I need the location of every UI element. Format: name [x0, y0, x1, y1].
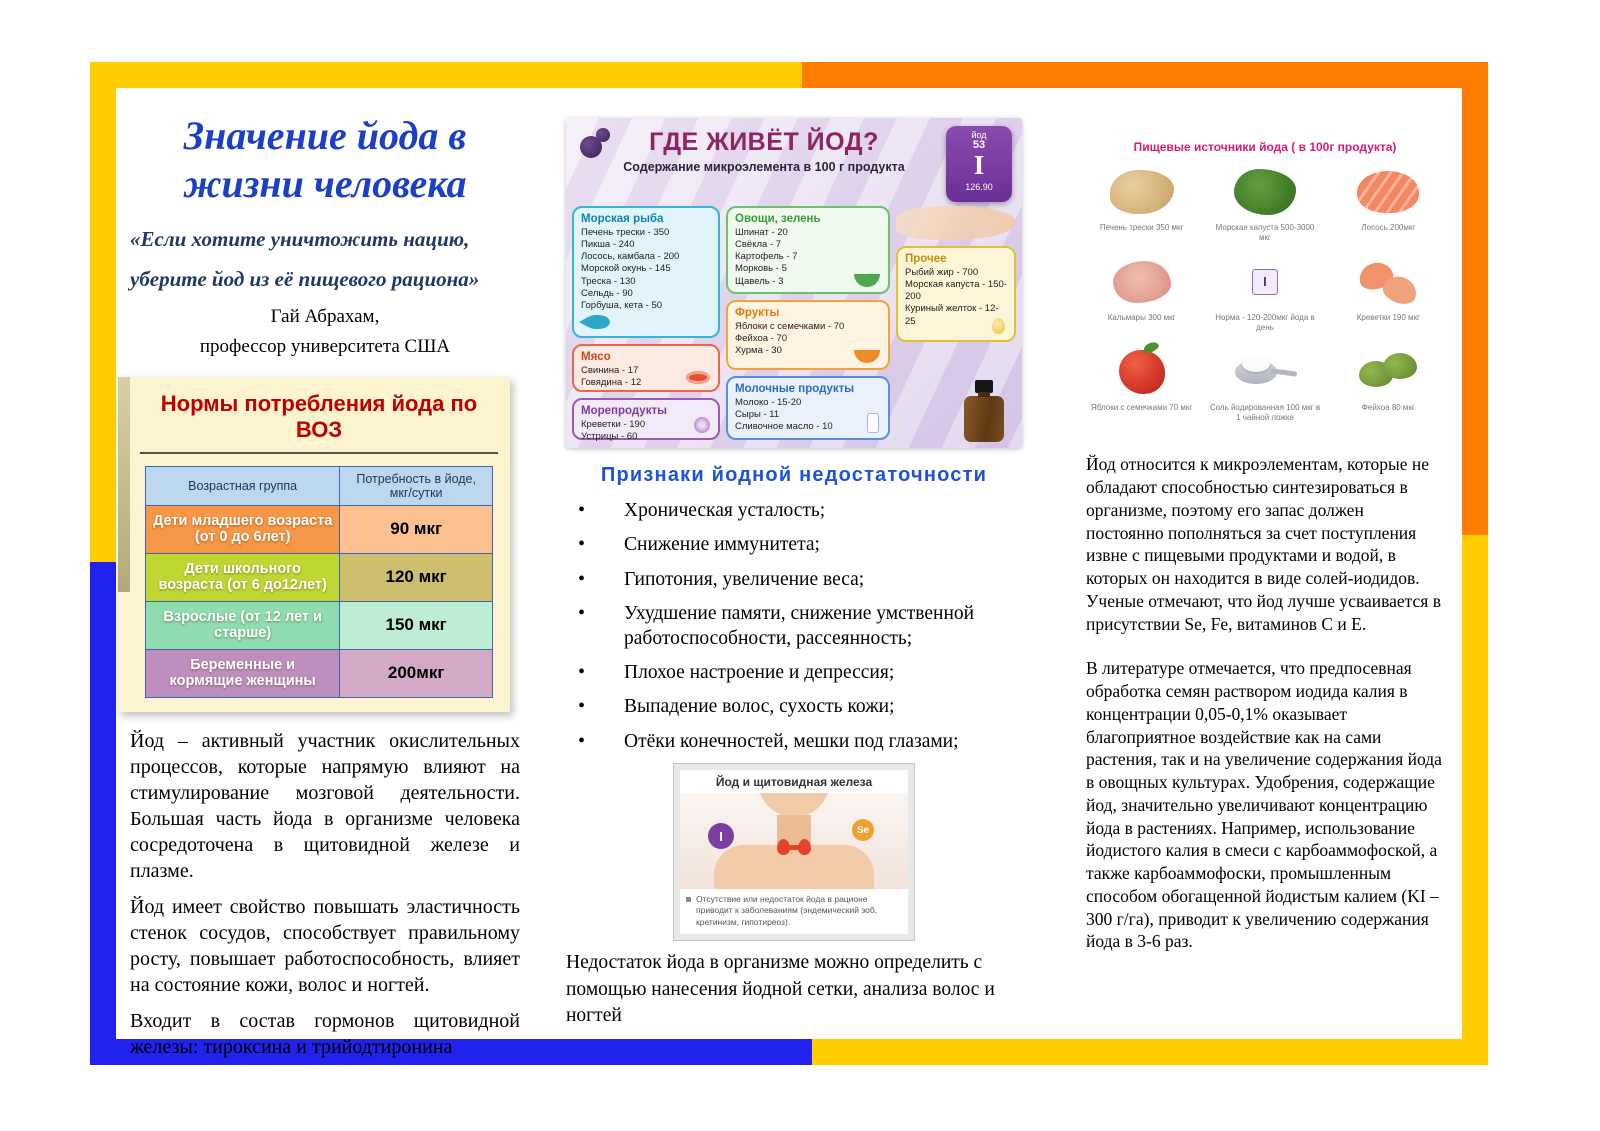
list-item [566, 499, 1022, 523]
paragraph: Йод относится к микроэлементам, которые не обладают способностью синтезироваться в организме, поэтому его запас должен постоянно пополняться за счет поступления извне с пищевыми продуктами и водой, в которых он находится в виде солей-иодидов. Ученые отмечают, что йод лучше усваивается в присутствии Se, Fe, витаминов С и Е. [1086, 454, 1441, 634]
group-title: Овощи, зелень [735, 213, 821, 225]
food-sources-panel [1086, 140, 1444, 423]
age-group-cell: Взрослые (от 12 лет и старше) [146, 601, 340, 649]
infographic-body [572, 206, 1016, 442]
seaweed-image [1234, 169, 1296, 215]
group-item: Куриный желток - 12-25 [905, 303, 999, 327]
group-item: Свинина - 17 [581, 365, 639, 376]
molecule-icon [580, 136, 602, 158]
group-item: Хурма - 30 [735, 345, 782, 357]
left-body-text [130, 728, 520, 1060]
group-vegetables [726, 206, 890, 294]
list-item-text: Хроническая усталость; [624, 500, 826, 521]
food-photo [1086, 164, 1197, 220]
frame-right-bottom-yellow [1462, 535, 1488, 1065]
infographic-subtitle: Содержание микроэлемента в 100 г продукта [623, 160, 905, 174]
signs-heading: Признаки йодной недостаточности [600, 464, 988, 486]
paragraph: Йод имеет свойство повышать эластичность стенок сосудов, способствует правильному росту, повышает работоспособность, влияет на состояние кожи, волос и ногтей. [130, 895, 520, 996]
list-item-text: Снижение иммунитета; [624, 534, 820, 556]
food-photo [1209, 164, 1320, 220]
food-photo [1333, 164, 1444, 220]
thyroid-card-caption: Отсутствие или недостаток йода в рационе приводит к заболеваниям (эндемический зоб, кретинизм, гипотиреоз). [680, 889, 908, 934]
group-item: Фейхоа - 70 [735, 333, 788, 345]
egg-icon [992, 318, 1005, 334]
norm-value-cell: 150 мкг [340, 601, 493, 649]
list-item [566, 602, 1022, 651]
element-mass: 126.90 [965, 181, 993, 192]
food-source-label: Яблоки с семечками 70 мкг [1091, 402, 1193, 412]
quote-attribution [130, 302, 520, 363]
table-row [146, 649, 493, 697]
left-panel [130, 112, 520, 1060]
quote-author: Гай Абрахам, [270, 305, 380, 327]
table-row [146, 553, 493, 601]
milk-bottle-icon [867, 413, 879, 433]
food-photo [1086, 254, 1197, 310]
list-item-text: Выпадение волос, сухость кожи; [624, 696, 895, 718]
who-norms-panel [118, 377, 510, 712]
frame-top-right-orange [802, 62, 1488, 88]
quote-author-role: профессор университета США [199, 336, 451, 358]
fruit-bowl-icon [854, 350, 880, 363]
infographic-header [614, 128, 914, 174]
frame-right-top-orange [1462, 62, 1488, 535]
group-item: Треска - 130 [581, 275, 636, 287]
food-photo [1333, 254, 1444, 310]
infographic-column-left [572, 206, 720, 442]
list-item-text: Отёки конечностей, мешки под глазами; [624, 730, 959, 752]
hand-with-bowl-image [896, 206, 1016, 240]
age-group-cell: Дети школьного возраста (от 6 до12лет) [146, 553, 340, 601]
frame-left-bottom-blue [90, 562, 116, 1065]
group-item: Горбуша, кета - 50 [581, 299, 663, 311]
food-sources-title: Пищевые источники йода ( в 100г продукта) [1133, 140, 1397, 154]
group-title: Прочее [905, 253, 947, 265]
meat-icon [686, 371, 710, 384]
apple-image [1119, 350, 1165, 394]
food-source-label: Соль йодированная 100 мкг в 1 чайной ложке [1209, 402, 1321, 422]
group-title: Фрукты [735, 307, 780, 319]
food-photo [1209, 254, 1320, 310]
group-item: Картофель - 7 [735, 251, 798, 263]
thyroid-card-title: Йод и щитовидная железа [715, 775, 873, 789]
shell-icon [694, 417, 710, 433]
periodic-element-card [946, 126, 1012, 202]
infographic-column-middle [726, 206, 890, 442]
table-row [146, 601, 493, 649]
frame-bottom-right-yellow [812, 1039, 1488, 1065]
group-item: Рыбий жир - 700 [905, 267, 979, 278]
food-source [1333, 344, 1444, 424]
food-source [1086, 254, 1197, 334]
group-title: Мясо [581, 351, 611, 363]
right-body-text [1086, 453, 1444, 953]
food-photo [1209, 344, 1320, 400]
group-item: Пикша - 240 [581, 239, 635, 251]
iodine-infographic [566, 118, 1022, 448]
list-item [566, 533, 1022, 557]
epigraph-quote [130, 220, 520, 300]
panel-edge-decoration [118, 377, 130, 592]
food-sources-grid [1086, 164, 1444, 423]
who-norms-table [145, 466, 493, 698]
list-item [566, 695, 1022, 719]
feijoa-image [1359, 351, 1417, 393]
middle-footer-text: Недостаток йода в организме можно определить с помощью нанесения йодной сетки, анализа волос и ногтей [566, 952, 995, 1027]
deficiency-signs-list [566, 499, 1022, 754]
group-item: Морская капуста - 150-200 [905, 279, 1007, 303]
group-dairy [726, 376, 890, 440]
group-item: Свёкла - 7 [735, 239, 782, 251]
list-item [566, 730, 1022, 754]
food-source-label: Лосось 200мкг [1361, 223, 1416, 232]
group-item: Сливочное масло - 10 [735, 421, 833, 433]
group-item: Морской окунь - 145 [581, 263, 671, 275]
thyroid-illustration [680, 793, 908, 889]
salmon-image [1357, 171, 1419, 213]
middle-panel [566, 118, 1022, 1029]
group-other [896, 246, 1016, 342]
group-meat [572, 344, 720, 392]
frame-top-left-yellow [90, 62, 802, 88]
table-row [146, 505, 493, 553]
iodine-bottle-icon [964, 396, 1004, 442]
group-item: Лосось, камбала - 200 [581, 251, 680, 263]
group-item: Шпинат - 20 [735, 227, 788, 238]
thyroid-image-card [674, 764, 914, 940]
iodine-badge: I [708, 823, 734, 849]
element-number: 53 [972, 139, 986, 151]
element-name: йод [971, 130, 987, 140]
paragraph: В литературе отмечается, что предпосевная обработка семян раствором иодида калия в концентрации 0,05-0,1% оказывает благоприятное воздействие как на сами растения, так и на увеличение содержания йода в овощных культурах. Удобрения, содержащие йод, значительно увеличивают концентрацию йода в растениях. Например, использование йодистого калия в смеси с карбоаммофоской, а также карбоаммофоски, промышленным способом обогащенной йодистым калием (KI – 300 г/га), приводит к увеличению содержания йода в 3-6 раз. [1086, 658, 1442, 952]
food-source [1209, 344, 1320, 424]
group-item: Печень трески - 350 [581, 227, 670, 238]
norm-value-cell: 90 мкг [340, 505, 493, 553]
group-title: Молочные продукты [735, 383, 855, 395]
table-header-row [146, 466, 493, 505]
norm-value-cell: 120 мкг [340, 553, 493, 601]
daily-norm-label: Норма - 120-200мкг йода в день [1215, 312, 1315, 333]
group-item: Креветки - 190 [581, 419, 646, 430]
shrimp-image [1359, 261, 1417, 303]
food-source-label: Морская капуста 500-3000 мкг [1215, 223, 1315, 243]
col-header-age-group: Возрастная группа [146, 466, 340, 505]
food-photo [1333, 344, 1444, 400]
food-source [1209, 164, 1320, 244]
age-group-cell: Беременные и кормящие женщины [146, 649, 340, 697]
group-item: Щавель - 3 [735, 275, 784, 287]
list-item-text: Плохое настроение и депрессия; [624, 661, 895, 683]
col-header-need: Потребность в йоде, мкг/сутки [340, 466, 493, 505]
iodine-element-tile: I [1252, 269, 1278, 295]
food-source-label: Печень трески 350 мкг [1099, 223, 1184, 232]
thyroid-gland-shape [777, 839, 811, 855]
group-sea-fish [572, 206, 720, 338]
food-source [1333, 254, 1444, 334]
group-fruits [726, 300, 890, 370]
group-item: Сыры - 11 [735, 409, 780, 421]
salt-spoon-image [1235, 360, 1277, 384]
food-source [1333, 164, 1444, 244]
food-photo [1086, 344, 1197, 400]
daily-norm-tile [1209, 254, 1320, 334]
page-title: Значение йода в жизни человека [183, 113, 467, 206]
group-item: Яблоки с семечками - 70 [735, 321, 845, 332]
cod-liver-image [1110, 170, 1174, 214]
squid-image [1113, 261, 1171, 303]
group-title: Морепродукты [581, 405, 667, 417]
food-source-label: Кальмары 300 мкг [1107, 312, 1176, 322]
list-item [566, 661, 1022, 685]
list-item [566, 568, 1022, 592]
fish-icon [586, 315, 610, 329]
group-title: Морская рыба [581, 213, 664, 225]
selenium-badge: Se [852, 819, 874, 841]
food-source-label: Креветки 190 мкг [1356, 312, 1420, 322]
infographic-title: ГДЕ ЖИВЁТ ЙОД? [649, 128, 879, 156]
quote-line-2: уберите йод из её пищевого рациона» [130, 266, 480, 291]
iodine-bottle-area [896, 348, 1016, 442]
group-item: Говядина - 12 [581, 377, 642, 389]
age-group-cell: Дети младшего возраста (от 0 до 6лет) [146, 505, 340, 553]
who-table-title: Нормы потребления йода по ВОЗ [140, 391, 498, 454]
list-item-text: Гипотония, увеличение веса; [624, 568, 865, 590]
element-symbol: I [973, 150, 985, 180]
group-item: Морковь - 5 [735, 263, 787, 275]
right-panel [1086, 140, 1444, 975]
paragraph: Входит в состав гормонов щитовидной железы: тироксина и трийодтиронина [130, 1009, 520, 1058]
group-item: Устрицы - 60 [581, 431, 638, 443]
infographic-column-right [896, 206, 1016, 442]
chin-shape [758, 793, 830, 817]
group-item: Молоко - 15-20 [735, 397, 802, 408]
list-item-text: Ухудшение памяти, снижение умственной работоспособности, рассеянность; [624, 603, 975, 649]
group-seafood [572, 398, 720, 443]
food-source-label: Фейхоа 80 мкг [1361, 402, 1415, 412]
frame-left-top-yellow [90, 62, 116, 562]
quote-line-1: «Если хотите уничтожить нацию, [130, 227, 470, 251]
food-source [1086, 164, 1197, 244]
group-item: Сельдь - 90 [581, 287, 633, 299]
norm-value-cell: 200мкг [340, 649, 493, 697]
paragraph: Йод – активный участник окислительных процессов, которые напрямую влияют на стимулирование мозговой деятельности. Большая часть йода в организме человека сосредоточена в щитовидной железе и плазме. [130, 729, 520, 882]
food-source [1086, 344, 1197, 424]
